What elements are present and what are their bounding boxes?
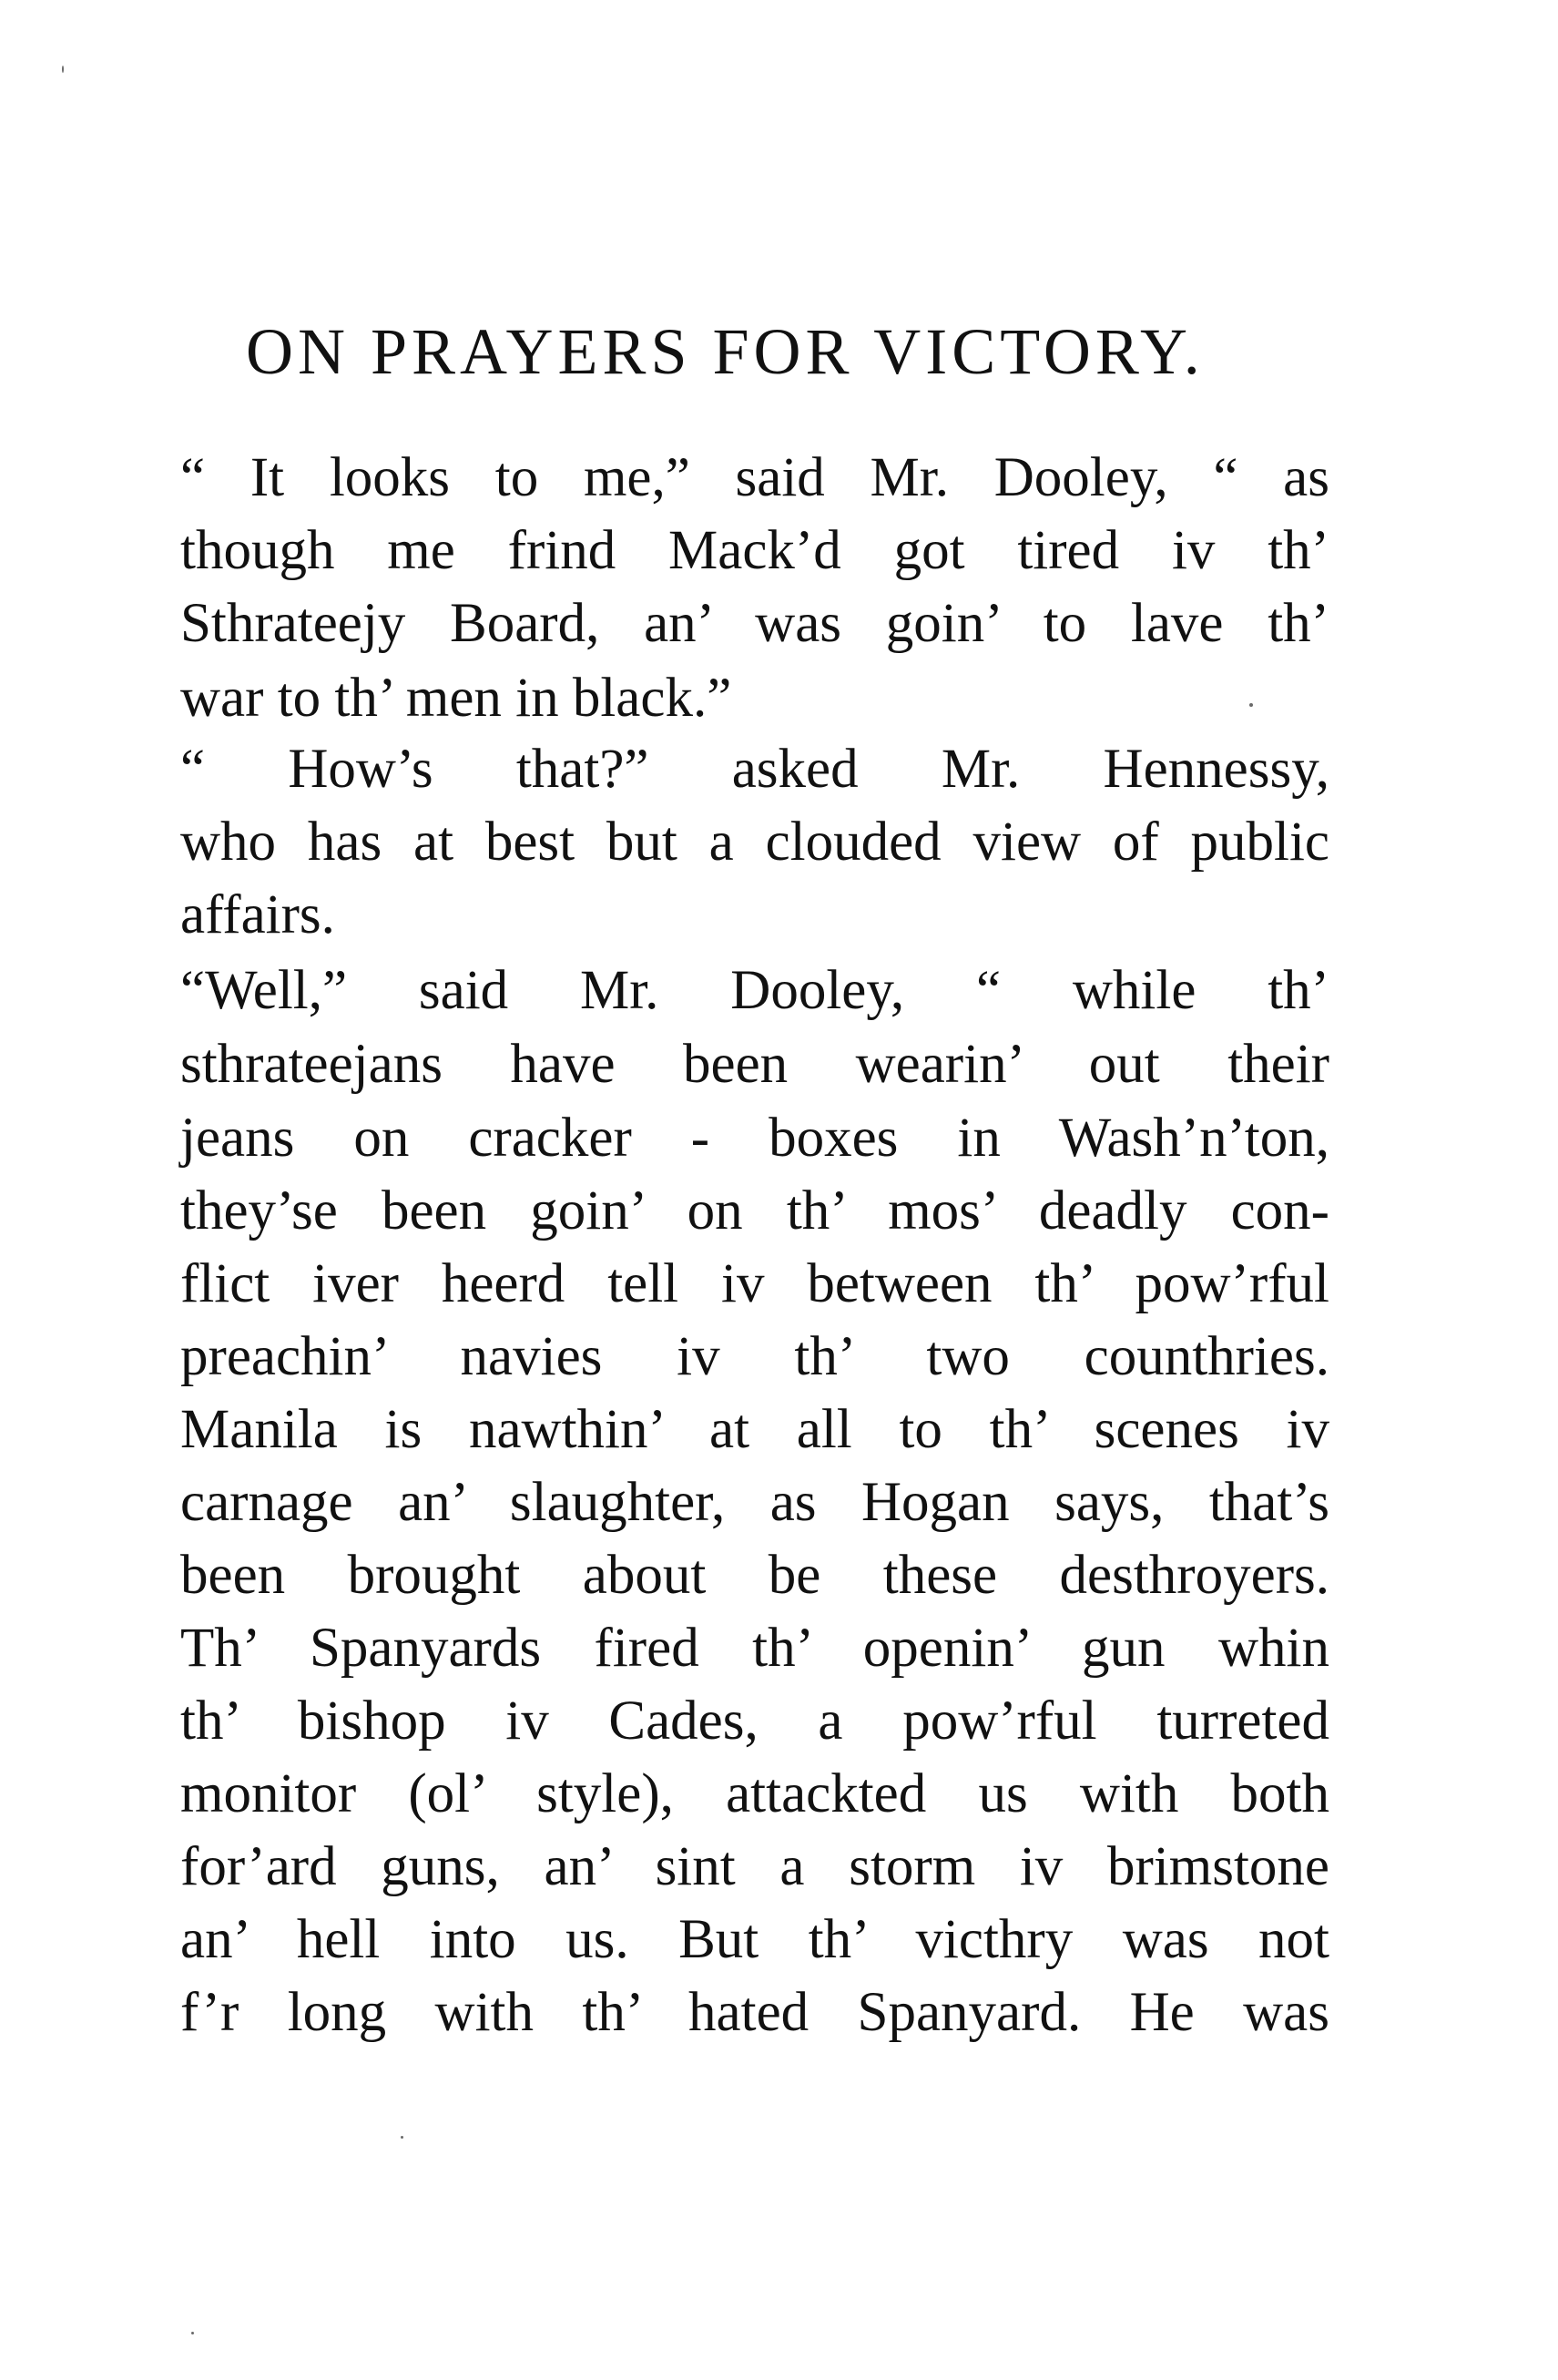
text-line: f’r long with th’ hated Spanyard. He was — [180, 1982, 1329, 2043]
text-line: preachin’ navies iv th’ two counthries. — [180, 1326, 1329, 1387]
text-line: war to th’ men in black.” — [180, 668, 732, 729]
text-line: though me frind Mack’d got tired iv th’ — [180, 520, 1329, 581]
text-line: Manila is nawthin’ at all to th’ scenes iv — [180, 1399, 1329, 1460]
paper-speck — [1249, 703, 1253, 707]
text-line: for’ard guns, an’ sint a storm iv brimstone — [180, 1836, 1329, 1897]
text-line: “ How’s that?” asked Mr. Hennessy, — [180, 739, 1329, 800]
text-line: jeans on cracker - boxes in Wash’n’ton, — [180, 1108, 1329, 1169]
text-line: Th’ Spanyards fired th’ openin’ gun whin — [180, 1618, 1329, 1679]
text-line: “ It looks to me,” said Mr. Dooley, “ as — [180, 447, 1329, 508]
text-line: they’se been goin’ on th’ mos’ deadly con- — [180, 1180, 1329, 1241]
text-line: flict iver heerd tell iv between th’ pow’rful — [180, 1253, 1329, 1314]
text-line: carnage an’ slaughter, as Hogan says, that’s — [180, 1472, 1329, 1533]
paper-speck — [401, 2136, 403, 2139]
text-line: who has at best but a clouded view of public — [180, 812, 1329, 873]
text-line: Sthrateejy Board, an’ was goin’ to lave th’ — [180, 593, 1329, 654]
text-line: an’ hell into us. But th’ victhry was not — [180, 1909, 1329, 1970]
paper-speck — [191, 2332, 194, 2334]
text-line: “Well,” said Mr. Dooley, “ while th’ — [180, 960, 1329, 1021]
text-line: affairs. — [180, 884, 335, 945]
chapter-title: ON PRAYERS FOR VICTORY. — [246, 315, 1205, 388]
text-line: th’ bishop iv Cades, a pow’rful turreted — [180, 1691, 1329, 1752]
text-line: sthrateejans have been wearin’ out their — [180, 1034, 1329, 1095]
text-line: been brought about be these desthroyers. — [180, 1545, 1329, 1606]
paper-speck — [62, 66, 64, 73]
text-line: monitor (ol’ style), attackted us with both — [180, 1763, 1329, 1824]
